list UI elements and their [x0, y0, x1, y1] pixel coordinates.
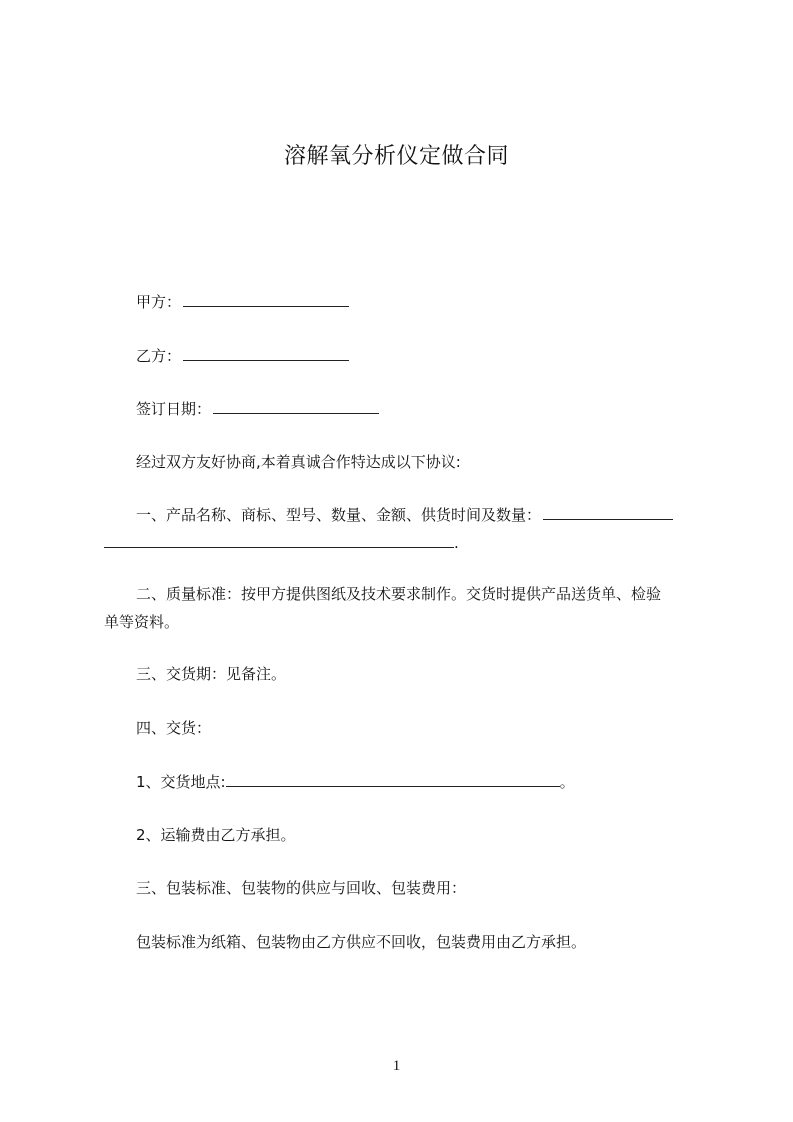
clause-3: 三、交货期：见备注。: [136, 665, 287, 683]
clause-1-field-line2[interactable]: [104, 532, 454, 548]
preamble: 经过双方友好协商,本着真诚合作特达成以下协议:: [136, 453, 461, 471]
clause-1-field-line1[interactable]: [543, 504, 673, 520]
party-a-label: 甲方：: [136, 293, 182, 311]
delivery-location-line: [136, 771, 575, 792]
delivery-location-field[interactable]: [226, 771, 560, 787]
party-a-line: [136, 291, 349, 312]
clause-4: 四、交货：: [136, 719, 212, 737]
sign-date-field[interactable]: [213, 398, 379, 414]
clause-1-end: .: [454, 534, 459, 552]
delivery-location-end: 。: [559, 773, 575, 791]
packaging-detail: 包装标准为纸箱、包装物由乙方供应不回收，包装费用由乙方承担。: [136, 933, 587, 951]
party-b-label: 乙方：: [136, 347, 182, 365]
page-number: 1: [392, 1058, 401, 1074]
party-b-field[interactable]: [183, 345, 349, 361]
transport-fee-item: 2、运输费由乙方承担。: [136, 826, 296, 844]
sign-date-label: 签订日期：: [136, 400, 212, 418]
document-title: 溶解氧分析仪定做合同: [283, 144, 509, 169]
party-b-line: [136, 345, 349, 366]
clause-2-line-2: 单等资料。: [104, 613, 180, 631]
clause-2-line-1: 二、质量标准：按甲方提供图纸及技术要求制作。交货时提供产品送货单、检验: [136, 585, 662, 603]
clause-2: [104, 580, 704, 636]
party-a-field[interactable]: [183, 291, 349, 307]
clause-1-text: 一、产品名称、商标、型号、数量、金额、供货时间及数量：: [136, 506, 542, 524]
sign-date-line: [136, 398, 379, 419]
clause-1: [104, 501, 704, 557]
packaging-clause: 三、包装标准、包装物的供应与回收、包装费用：: [136, 879, 467, 897]
delivery-location-label: 1、交货地点:: [136, 773, 226, 791]
